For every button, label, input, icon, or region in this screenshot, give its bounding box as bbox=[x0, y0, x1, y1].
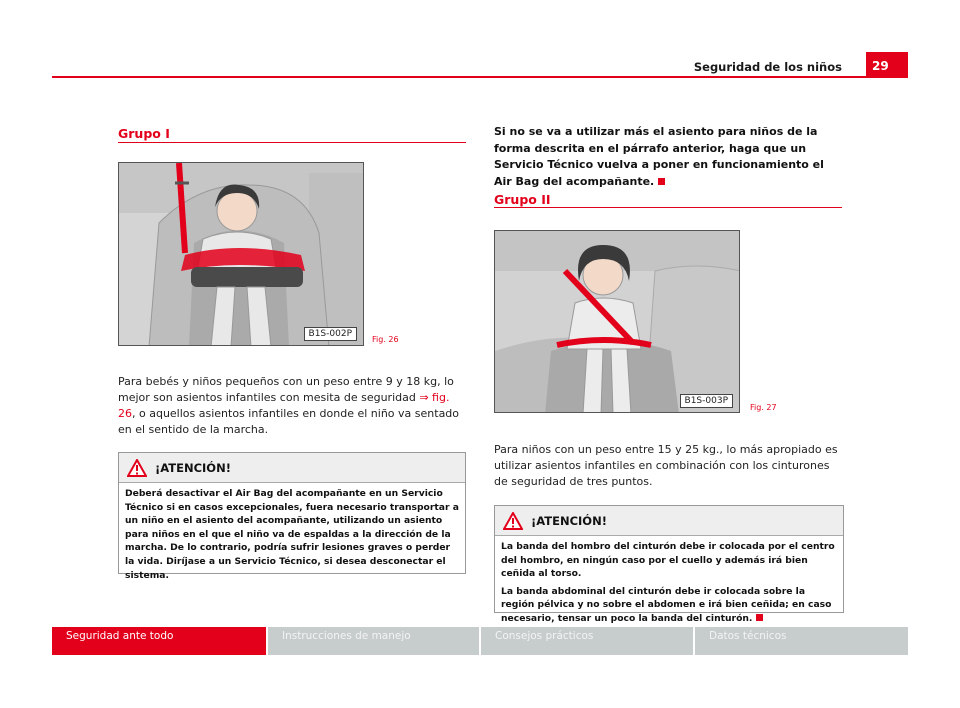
warning-box-left bbox=[118, 452, 466, 581]
figure-child-seat-group-i bbox=[118, 162, 364, 346]
figure-link[interactable]: ⇒ fig. 26 bbox=[118, 391, 450, 420]
figure-caption: Fig. 27 bbox=[750, 403, 777, 412]
warning-title: ¡ATENCIÓN! bbox=[155, 461, 231, 475]
warning-triangle-icon bbox=[127, 459, 147, 477]
warning-text-2-content: La banda abdominal del cinturón debe ir colocada sobre la región pélvica y no sobre el abdomen e irá bien ceñida; en caso necesario, tensar un poco la banda del cinturón. bbox=[501, 585, 832, 624]
intro-text: Si no se va a utilizar más el asiento para niños de la forma descrita en el párrafo anterior, haga que un Servicio Técnico vuelva a poner en funcionamiento el Air Bag del acompañante. bbox=[494, 125, 824, 188]
warning-box-right bbox=[494, 505, 844, 624]
figure-code: B1S-003P bbox=[680, 394, 733, 408]
figure-code: B1S-002P bbox=[304, 327, 357, 341]
footer-tab-datos[interactable]: Datos técnicos bbox=[695, 627, 908, 655]
warning-triangle-icon bbox=[503, 512, 523, 530]
child-seat-illustration-2 bbox=[495, 231, 740, 413]
warning-body bbox=[495, 536, 843, 632]
heading-grupo-ii: Grupo II bbox=[494, 192, 551, 207]
heading-grupo-i: Grupo I bbox=[118, 126, 170, 141]
paragraph-text: Para bebés y niños pequeños con un peso entre 9 y 18 kg, lo mejor son asientos infantiles con mesita de seguridad bbox=[118, 375, 454, 404]
footer-tab-instrucciones[interactable]: Instrucciones de manejo bbox=[268, 627, 479, 655]
header-rule bbox=[52, 76, 908, 78]
heading-rule-right bbox=[494, 207, 842, 208]
heading-rule-left bbox=[118, 142, 466, 143]
paragraph-text: , o aquellos asientos infantiles en donde el niño va sentado en el sentido de la marcha. bbox=[118, 407, 460, 436]
end-mark-icon bbox=[658, 178, 665, 185]
paragraph-grupo-ii: Para niños con un peso entre 15 y 25 kg., lo más apropiado es utilizar asientos infantiles en combinación con los cinturones de seguridad de tres puntos. bbox=[494, 443, 838, 488]
warning-header bbox=[495, 506, 843, 536]
warning-text-2 bbox=[501, 585, 837, 626]
footer-tab-seguridad[interactable]: Seguridad ante todo bbox=[52, 627, 266, 655]
intro-bold-paragraph bbox=[494, 124, 844, 190]
end-mark-icon bbox=[756, 614, 763, 621]
running-title: Seguridad de los niños bbox=[693, 60, 842, 74]
page-number: 29 bbox=[866, 52, 908, 78]
warning-text: Deberá desactivar el Air Bag del acompañante en un Servicio Técnico si en casos excepcionales, fuera necesario transportar a un niño en el asiento del acompañante, utilizando un asiento para niños en el que el niño va de espaldas a la dirección de la marcha. De lo contrario, podría sufrir lesiones graves o perder la vida. Diríjase a un Servicio Técnico, si desea desconectar el sistema. bbox=[125, 488, 459, 581]
figure-child-seat-group-ii bbox=[494, 230, 740, 413]
paragraph-grupo-i bbox=[118, 374, 468, 438]
warning-title: ¡ATENCIÓN! bbox=[531, 514, 607, 528]
warning-text-1: La banda del hombro del cinturón debe ir colocada por el centro del hombro, en ningún caso por el cuello y además irá bien ceñida al torso. bbox=[501, 541, 835, 580]
footer-tab-consejos[interactable]: Consejos prácticos bbox=[481, 627, 693, 655]
figure-caption: Fig. 26 bbox=[372, 335, 399, 344]
warning-header bbox=[119, 453, 465, 483]
child-seat-illustration-1 bbox=[119, 163, 364, 346]
warning-body bbox=[119, 483, 465, 588]
